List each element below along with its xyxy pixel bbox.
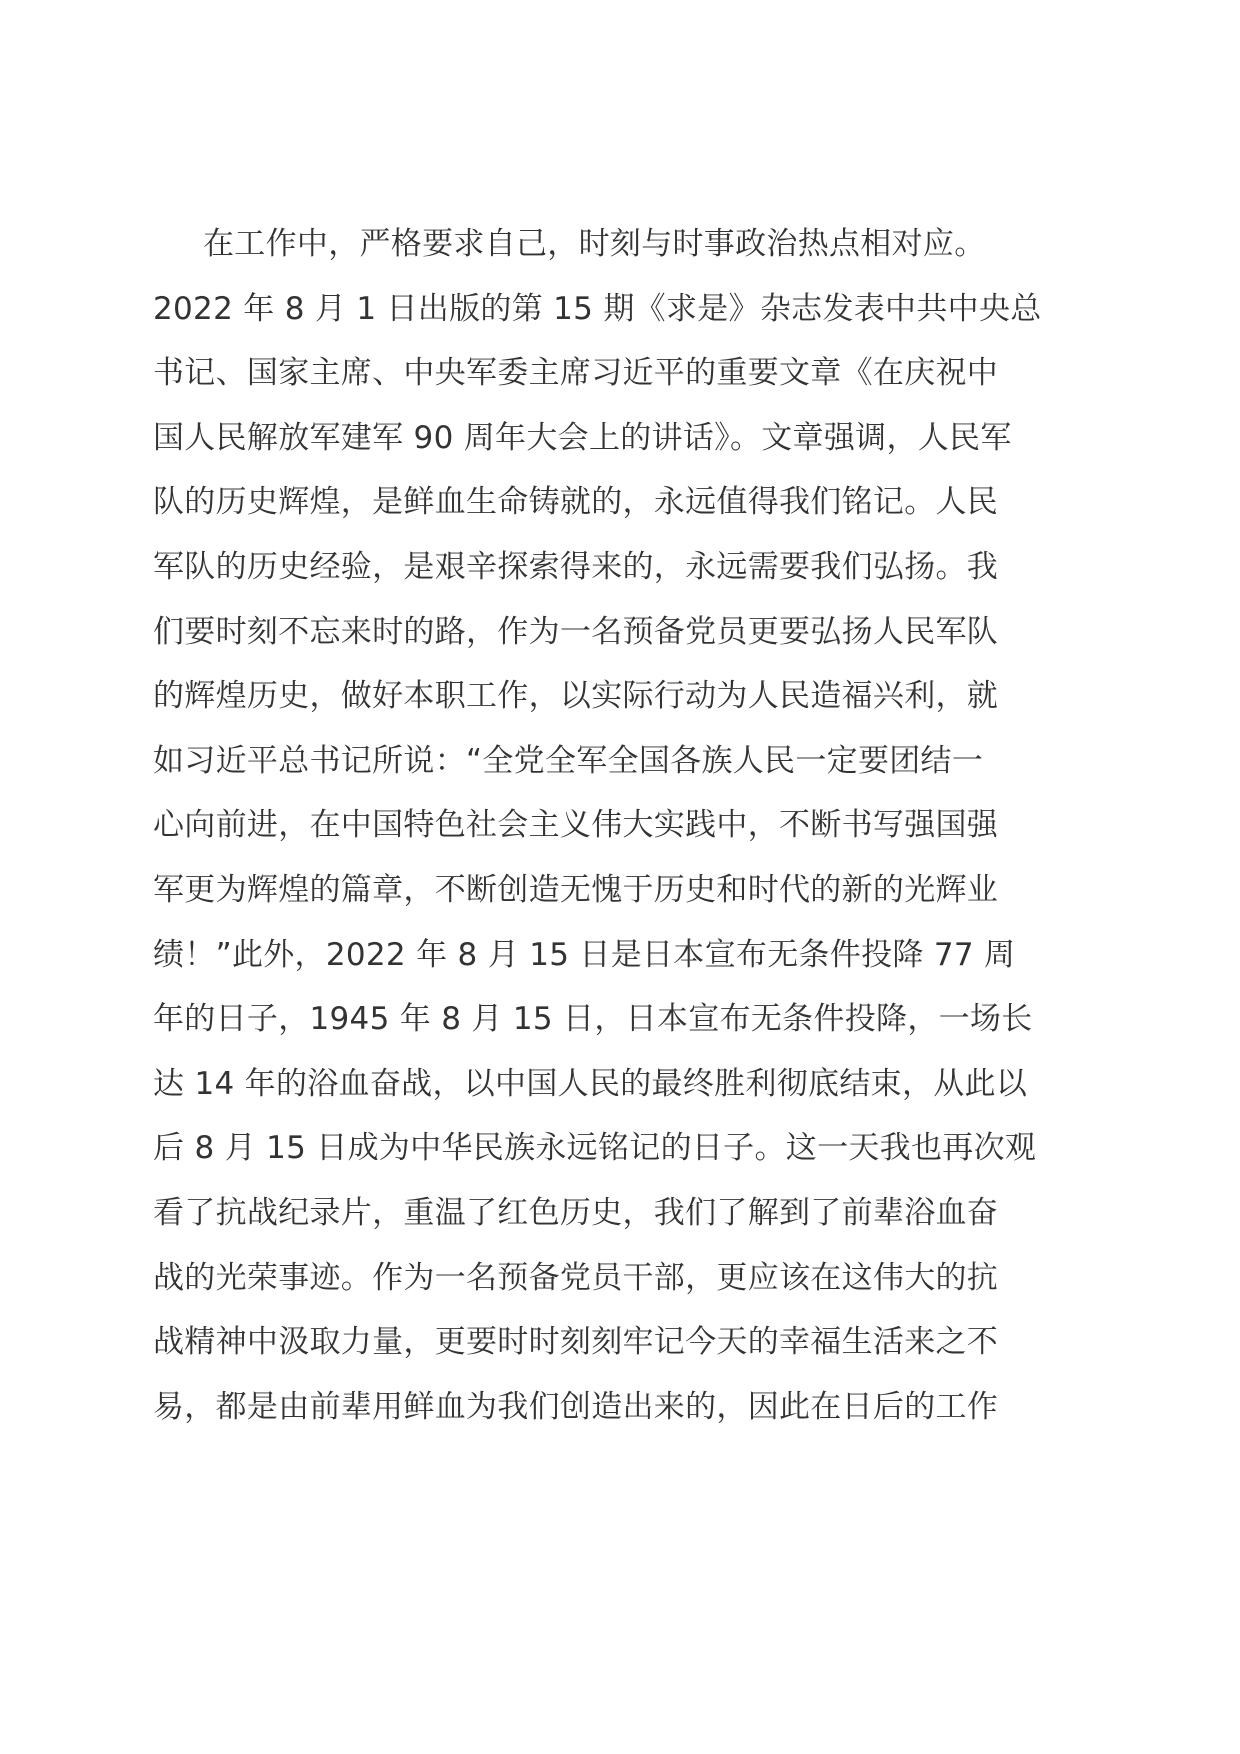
paragraph-line: 后 8 月 15 日成为中华民族永远铭记的日子。这一天我也再次观 xyxy=(153,1130,1037,1167)
paragraph-line: 如习近平总书记所说：“全党全军全国各族人民一定要团结一 xyxy=(153,742,984,779)
paragraph-line: 绩！”此外，2022 年 8 月 15 日是日本宣布无条件投降 77 周 xyxy=(153,936,1016,973)
paragraph-line: 心向前进，在中国特色社会主义伟大实践中，不断书写强国强 xyxy=(153,807,999,844)
paragraph-line: 战的光荣事迹。作为一名预备党员干部，更应该在这伟大的抗 xyxy=(153,1259,999,1296)
paragraph-line: 战精神中汲取力量，更要时时刻刻牢记今天的幸福生活来之不 xyxy=(153,1324,999,1361)
paragraph-line: 的辉煌历史，做好本职工作，以实际行动为人民造福兴利，就 xyxy=(153,678,999,715)
paragraph-line: 看了抗战纪录片，重温了红色历史，我们了解到了前辈浴血奋 xyxy=(153,1194,999,1231)
paragraph-line: 2022 年 8 月 1 日出版的第 15 期《求是》杂志发表中共中央总 xyxy=(153,290,1042,327)
paragraph-line: 年的日子，1945 年 8 月 15 日，日本宣布无条件投降，一场长 xyxy=(153,1001,1033,1038)
paragraph-line: 书记、国家主席、中央军委主席习近平的重要文章《在庆祝中 xyxy=(153,355,999,392)
paragraph-line: 队的历史辉煌，是鲜血生命铸就的，永远值得我们铭记。人民 xyxy=(153,484,999,521)
paragraph-line: 国人民解放军建军 90 周年大会上的讲话》。文章强调，人民军 xyxy=(153,419,1012,456)
paragraph-line: 易，都是由前辈用鲜血为我们创造出来的，因此在日后的工作 xyxy=(153,1388,999,1425)
paragraph-line: 在工作中，严格要求自己，时刻与时事政治热点相对应。 xyxy=(203,226,986,262)
body-paragraph xyxy=(153,212,1093,1439)
paragraph-line: 达 14 年的浴血奋战，以中国人民的最终胜利彻底结束，从此以 xyxy=(153,1065,1028,1102)
paragraph-line: 们要时刻不忘来时的路，作为一名预备党员更要弘扬人民军队 xyxy=(153,613,999,650)
paragraph-line: 军队的历史经验，是艰辛探索得来的，永远需要我们弘扬。我 xyxy=(153,548,999,585)
paragraph-line: 军更为辉煌的篇章，不断创造无愧于历史和时代的新的光辉业 xyxy=(153,871,999,908)
